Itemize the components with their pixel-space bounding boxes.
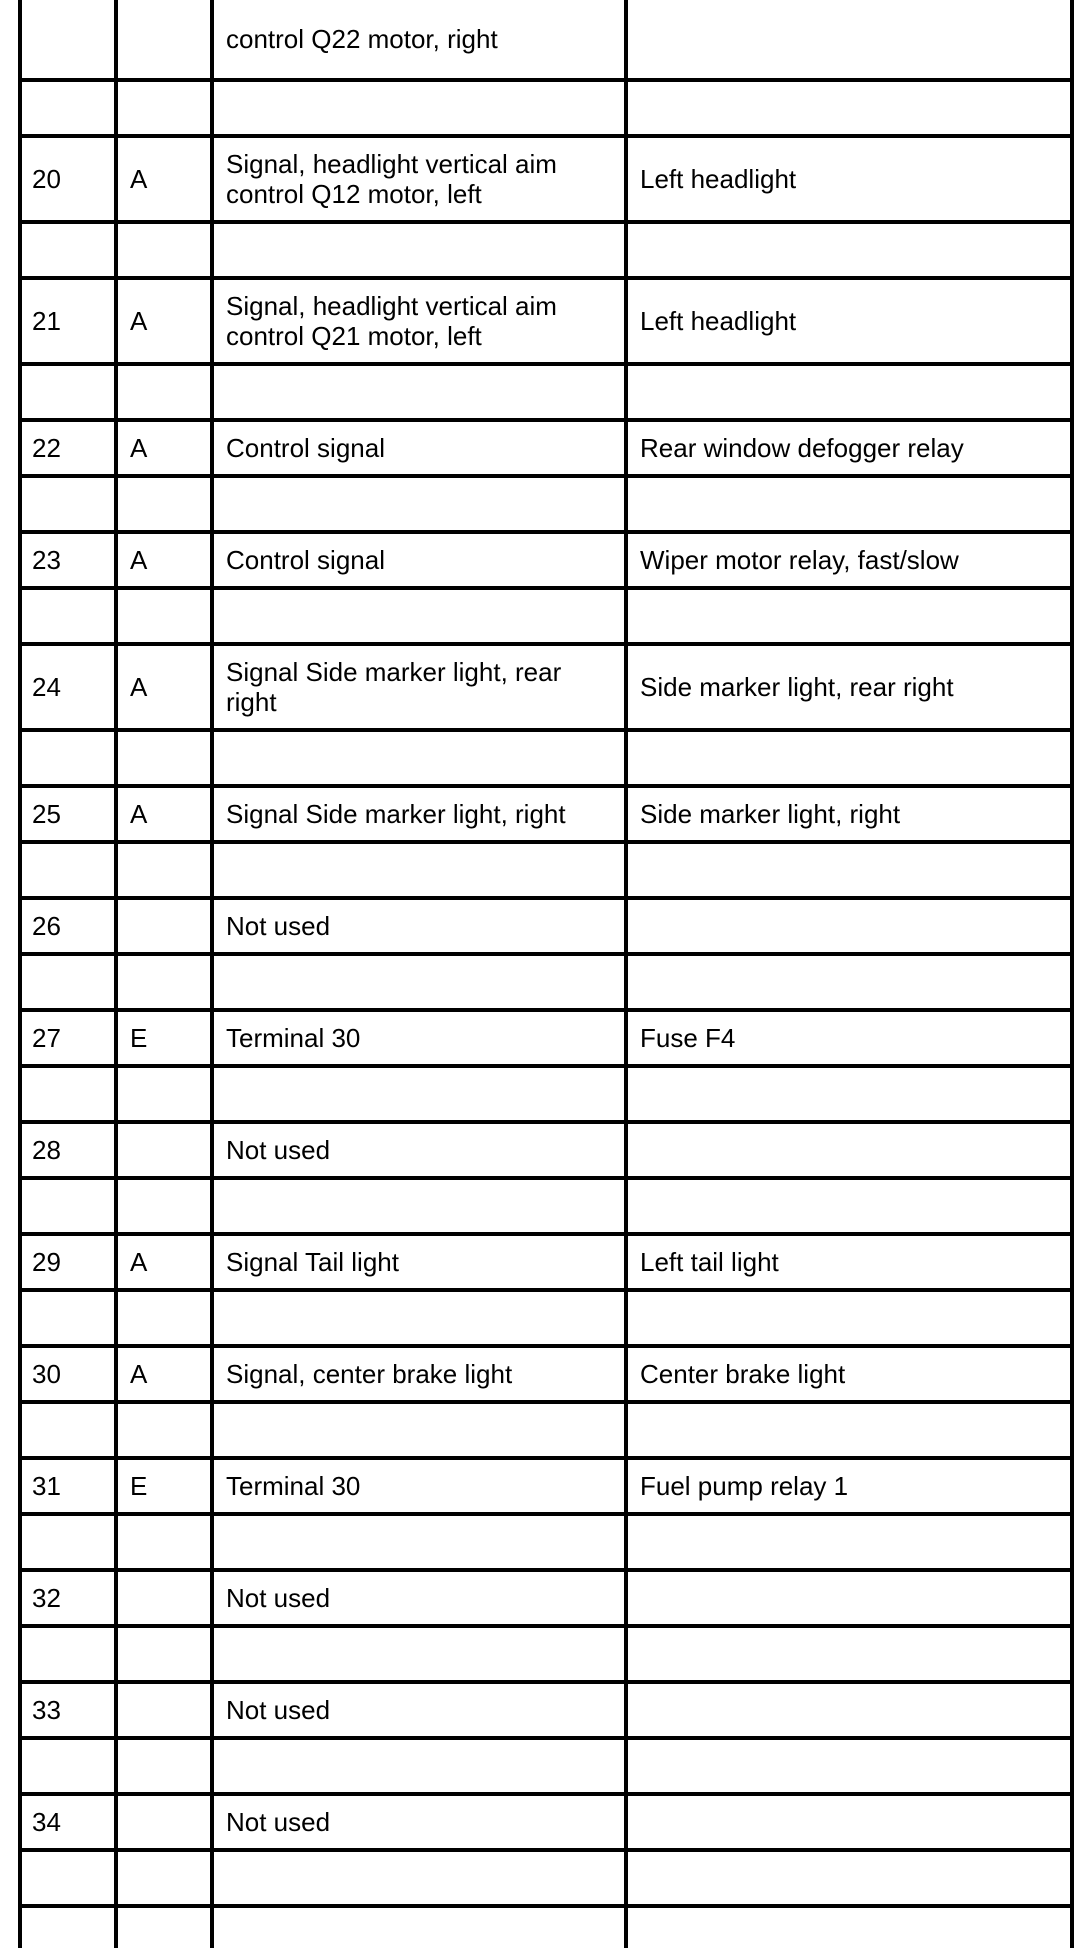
table-spacer-row bbox=[20, 1066, 1072, 1122]
connection-cell bbox=[626, 1682, 1072, 1738]
empty-cell bbox=[626, 80, 1072, 136]
type-cell: A bbox=[116, 278, 212, 364]
empty-cell bbox=[116, 1738, 212, 1794]
table-row bbox=[20, 136, 1072, 222]
empty-cell bbox=[626, 1066, 1072, 1122]
type-cell bbox=[116, 0, 212, 80]
connection-cell: Left headlight bbox=[626, 278, 1072, 364]
pin-cell: 20 bbox=[20, 136, 116, 222]
function-cell: Signal Side marker light, right bbox=[212, 786, 626, 842]
table-tail-row bbox=[20, 1906, 1072, 1948]
table-spacer-row bbox=[20, 1514, 1072, 1570]
table-spacer-row bbox=[20, 1178, 1072, 1234]
function-cell: Not used bbox=[212, 1122, 626, 1178]
type-cell: A bbox=[116, 1234, 212, 1290]
type-cell bbox=[116, 1794, 212, 1850]
empty-cell bbox=[20, 1178, 116, 1234]
pin-cell: 31 bbox=[20, 1458, 116, 1514]
empty-cell bbox=[626, 1850, 1072, 1906]
empty-cell bbox=[20, 1738, 116, 1794]
table-spacer-row bbox=[20, 1738, 1072, 1794]
empty-cell bbox=[116, 1290, 212, 1346]
table-spacer-row bbox=[20, 476, 1072, 532]
function-cell: Not used bbox=[212, 898, 626, 954]
type-cell: A bbox=[116, 532, 212, 588]
empty-cell bbox=[20, 842, 116, 898]
function-cell: control Q22 motor, right bbox=[212, 0, 626, 80]
table-row bbox=[20, 1346, 1072, 1402]
table-row bbox=[20, 644, 1072, 730]
pin-cell: 24 bbox=[20, 644, 116, 730]
connection-cell bbox=[626, 1122, 1072, 1178]
table-row bbox=[20, 1010, 1072, 1066]
table-row bbox=[20, 786, 1072, 842]
connection-cell: Left headlight bbox=[626, 136, 1072, 222]
empty-cell bbox=[212, 476, 626, 532]
table-row bbox=[20, 420, 1072, 476]
empty-cell bbox=[212, 1290, 626, 1346]
empty-cell bbox=[212, 1514, 626, 1570]
empty-cell bbox=[212, 1906, 626, 1948]
table-row bbox=[20, 1234, 1072, 1290]
empty-cell bbox=[116, 1850, 212, 1906]
type-cell: A bbox=[116, 786, 212, 842]
table-row-continuation bbox=[20, 0, 1072, 80]
pin-assignment-table bbox=[18, 0, 1074, 1948]
empty-cell bbox=[212, 588, 626, 644]
empty-cell bbox=[116, 1626, 212, 1682]
table-row bbox=[20, 1458, 1072, 1514]
pin-cell: 28 bbox=[20, 1122, 116, 1178]
empty-cell bbox=[212, 1626, 626, 1682]
empty-cell bbox=[626, 1738, 1072, 1794]
connection-cell bbox=[626, 0, 1072, 80]
connection-cell: Wiper motor relay, fast/slow bbox=[626, 532, 1072, 588]
pin-cell: 30 bbox=[20, 1346, 116, 1402]
empty-cell bbox=[626, 1626, 1072, 1682]
empty-cell bbox=[212, 730, 626, 786]
table-row bbox=[20, 898, 1072, 954]
table-spacer-row bbox=[20, 588, 1072, 644]
empty-cell bbox=[626, 954, 1072, 1010]
table-spacer-row bbox=[20, 1402, 1072, 1458]
connection-cell: Center brake light bbox=[626, 1346, 1072, 1402]
table-body bbox=[20, 0, 1072, 1948]
empty-cell bbox=[212, 1850, 626, 1906]
empty-cell bbox=[626, 1906, 1072, 1948]
empty-cell bbox=[116, 1178, 212, 1234]
empty-cell bbox=[20, 1066, 116, 1122]
table-spacer-row bbox=[20, 1290, 1072, 1346]
empty-cell bbox=[626, 476, 1072, 532]
connection-cell: Left tail light bbox=[626, 1234, 1072, 1290]
empty-cell bbox=[626, 730, 1072, 786]
empty-cell bbox=[212, 1066, 626, 1122]
pin-cell: 25 bbox=[20, 786, 116, 842]
type-cell bbox=[116, 1682, 212, 1738]
connection-cell bbox=[626, 1570, 1072, 1626]
connection-cell: Fuel pump relay 1 bbox=[626, 1458, 1072, 1514]
empty-cell bbox=[212, 842, 626, 898]
empty-cell bbox=[212, 1178, 626, 1234]
table-spacer-row bbox=[20, 364, 1072, 420]
empty-cell bbox=[116, 842, 212, 898]
function-cell: Signal, headlight vertical aim control Q21 motor, left bbox=[212, 278, 626, 364]
pin-cell: 34 bbox=[20, 1794, 116, 1850]
table-spacer-row bbox=[20, 222, 1072, 278]
empty-cell bbox=[20, 1290, 116, 1346]
function-cell: Not used bbox=[212, 1570, 626, 1626]
empty-cell bbox=[212, 1402, 626, 1458]
type-cell bbox=[116, 1570, 212, 1626]
table-row bbox=[20, 1682, 1072, 1738]
empty-cell bbox=[20, 1626, 116, 1682]
pin-cell: 29 bbox=[20, 1234, 116, 1290]
pin-cell bbox=[20, 0, 116, 80]
function-cell: Signal, center brake light bbox=[212, 1346, 626, 1402]
empty-cell bbox=[626, 222, 1072, 278]
empty-cell bbox=[116, 1402, 212, 1458]
table-spacer-row bbox=[20, 1626, 1072, 1682]
connection-cell bbox=[626, 1794, 1072, 1850]
connection-cell bbox=[626, 898, 1072, 954]
pin-cell: 33 bbox=[20, 1682, 116, 1738]
pin-cell: 27 bbox=[20, 1010, 116, 1066]
type-cell: E bbox=[116, 1458, 212, 1514]
table-row bbox=[20, 1570, 1072, 1626]
empty-cell bbox=[212, 80, 626, 136]
table-row bbox=[20, 1794, 1072, 1850]
function-cell: Signal Tail light bbox=[212, 1234, 626, 1290]
table-spacer-row bbox=[20, 842, 1072, 898]
type-cell: A bbox=[116, 1346, 212, 1402]
empty-cell bbox=[116, 1906, 212, 1948]
function-cell: Signal Side marker light, rear right bbox=[212, 644, 626, 730]
connection-cell: Side marker light, rear right bbox=[626, 644, 1072, 730]
empty-cell bbox=[20, 364, 116, 420]
table-row bbox=[20, 532, 1072, 588]
function-cell: Terminal 30 bbox=[212, 1458, 626, 1514]
pin-cell: 22 bbox=[20, 420, 116, 476]
connection-cell: Rear window defogger relay bbox=[626, 420, 1072, 476]
type-cell: A bbox=[116, 644, 212, 730]
pin-cell: 32 bbox=[20, 1570, 116, 1626]
empty-cell bbox=[212, 364, 626, 420]
connection-cell: Fuse F4 bbox=[626, 1010, 1072, 1066]
empty-cell bbox=[116, 1514, 212, 1570]
table-row bbox=[20, 1122, 1072, 1178]
table-spacer-row bbox=[20, 730, 1072, 786]
type-cell: E bbox=[116, 1010, 212, 1066]
empty-cell bbox=[626, 1402, 1072, 1458]
empty-cell bbox=[626, 364, 1072, 420]
empty-cell bbox=[212, 1738, 626, 1794]
table-spacer-row bbox=[20, 1850, 1072, 1906]
function-cell: Terminal 30 bbox=[212, 1010, 626, 1066]
empty-cell bbox=[116, 364, 212, 420]
empty-cell bbox=[20, 588, 116, 644]
function-cell: Not used bbox=[212, 1682, 626, 1738]
empty-cell bbox=[20, 730, 116, 786]
type-cell bbox=[116, 898, 212, 954]
empty-cell bbox=[116, 588, 212, 644]
pin-cell: 26 bbox=[20, 898, 116, 954]
empty-cell bbox=[116, 476, 212, 532]
function-cell: Control signal bbox=[212, 532, 626, 588]
table-spacer-row bbox=[20, 954, 1072, 1010]
empty-cell bbox=[116, 730, 212, 786]
empty-cell bbox=[20, 1906, 116, 1948]
empty-cell bbox=[626, 1178, 1072, 1234]
empty-cell bbox=[116, 222, 212, 278]
empty-cell bbox=[20, 222, 116, 278]
empty-cell bbox=[626, 1514, 1072, 1570]
pin-cell: 21 bbox=[20, 278, 116, 364]
empty-cell bbox=[116, 1066, 212, 1122]
empty-cell bbox=[212, 954, 626, 1010]
empty-cell bbox=[20, 954, 116, 1010]
function-cell: Signal, headlight vertical aim control Q12 motor, left bbox=[212, 136, 626, 222]
connection-cell: Side marker light, right bbox=[626, 786, 1072, 842]
table-row bbox=[20, 278, 1072, 364]
empty-cell bbox=[626, 1290, 1072, 1346]
empty-cell bbox=[20, 80, 116, 136]
function-cell: Not used bbox=[212, 1794, 626, 1850]
empty-cell bbox=[626, 588, 1072, 644]
empty-cell bbox=[212, 222, 626, 278]
empty-cell bbox=[116, 954, 212, 1010]
empty-cell bbox=[20, 1402, 116, 1458]
function-cell: Control signal bbox=[212, 420, 626, 476]
type-cell: A bbox=[116, 420, 212, 476]
pin-cell: 23 bbox=[20, 532, 116, 588]
empty-cell bbox=[20, 476, 116, 532]
empty-cell bbox=[20, 1514, 116, 1570]
empty-cell bbox=[116, 80, 212, 136]
empty-cell bbox=[20, 1850, 116, 1906]
table-spacer-row bbox=[20, 80, 1072, 136]
type-cell: A bbox=[116, 136, 212, 222]
type-cell bbox=[116, 1122, 212, 1178]
empty-cell bbox=[626, 842, 1072, 898]
